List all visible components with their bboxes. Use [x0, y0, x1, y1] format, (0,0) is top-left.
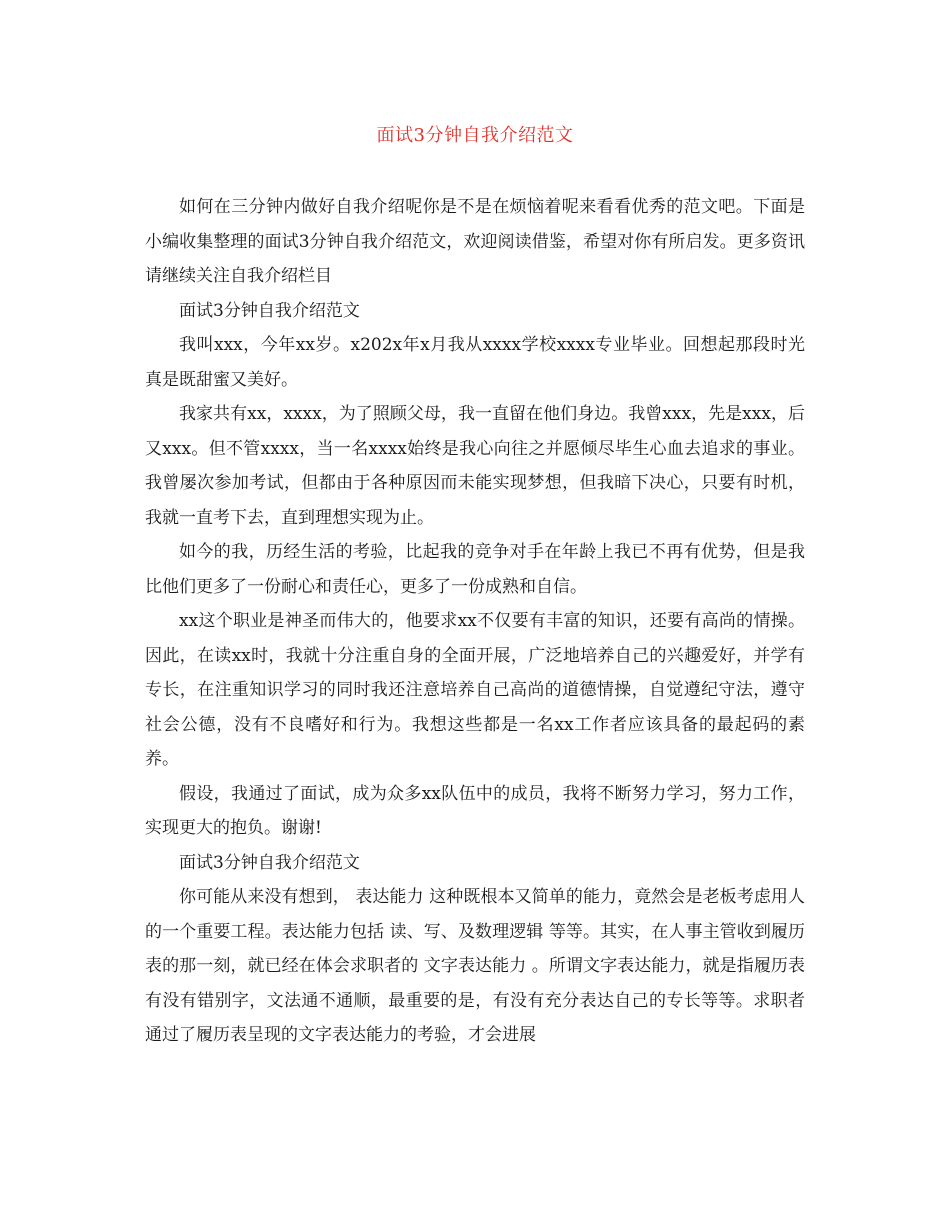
paragraph-experience: 如今的我，历经生活的考验，比起我的竞争对手在年龄上我已不再有优势，但是我比他们更多了一份耐心和责任心，更多了一份成熟和自信。 — [145, 542, 805, 597]
paragraph-subheading-1: 面试3分钟自我介绍范文 — [179, 300, 360, 321]
paragraph-subheading-2: 面试3分钟自我介绍范文 — [179, 852, 360, 873]
paragraph-expression: 你可能从来没有想到， 表达能力 这种既根本又简单的能力，竟然会是老板考虑用人的一个重要工程。表达能力包括 读、写、及数理逻辑 等等。其实，在人事主管收到履历表的那一刻，就已经在体会求职者的 文字表达能力 。所谓文字表达能力，就是指履历表有没有错别字，文法通不通顺，最重要的是，有没有充分表达自己的专长等等。求职者通过了履历表呈现的文字表达能力的考验，才会进展 — [145, 887, 805, 1045]
paragraph-closing: 假设，我通过了面试，成为众多xx队伍中的成员，我将不断努力学习，努力工作，实现更大的抱负。谢谢! — [145, 783, 805, 838]
paragraph-profession: xx这个职业是神圣而伟大的，他要求xx不仅要有丰富的知识，还要有高尚的情操。因此，在读xx时，我就十分注重自身的全面开展，广泛地培养自己的兴趣爱好，并学有专长，在注重知识学习的同时我还注意培养自己高尚的道德情操，自觉遵纪守法，遵守社会公德，没有不良嗜好和行为。我想这些都是一名xx工作者应该具备的最起码的素养。 — [145, 611, 805, 769]
paragraph-family: 我家共有xx，xxxx，为了照顾父母，我一直留在他们身边。我曾xxx，先是xxx，后又xxx。但不管xxxx，当一名xxxx始终是我心向往之并愿倾尽毕生心血去追求的事业。我曾屡次参加考试，但都由于各种原因而未能实现梦想，但我暗下决心，只要有时机，我就一直考下去，直到理想实现为止。 — [145, 404, 805, 528]
paragraph-intro: 如何在三分钟内做好自我介绍呢你是不是在烦恼着呢来看看优秀的范文吧。下面是小编收集整理的面试3分钟自我介绍范文，欢迎阅读借鉴，希望对你有所启发。更多资讯请继续关注自我介绍栏目 — [145, 197, 805, 286]
document-title: 面试3分钟自我介绍范文 — [376, 125, 574, 146]
document-body — [145, 190, 805, 1053]
paragraph-name-age: 我叫xxx，今年xx岁。x202x年x月我从xxxx学校xxxx专业毕业。回想起那段时光真是既甜蜜又美好。 — [145, 335, 805, 390]
